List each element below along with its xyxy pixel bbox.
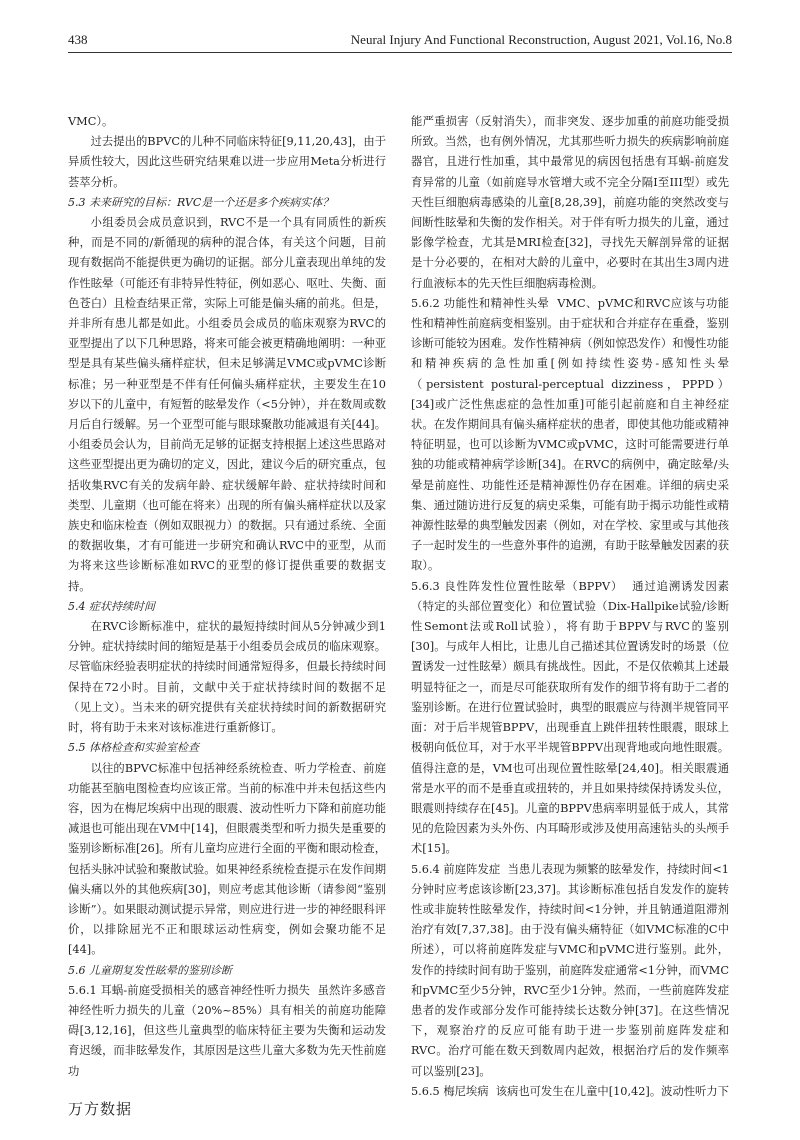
right-column: [411, 112, 729, 1102]
paragraph-text: 虽然许多感音神经性听力损失的儿童（20%~85%）具有相关的前庭功能障碍[3,12,16]，但这些儿童典型的临床特征主要为失衡和运动发育迟缓，而非眩晕发作，其原因是这些儿童大多数为先天性前庭功: [68, 983, 386, 1078]
section-heading-5-3: 5.3 未来研究的目标：RVC是一个还是多个疾病实体？: [68, 195, 334, 209]
running-header: [68, 30, 732, 53]
section-heading-5-5: 5.5 体格检查和实验室检查: [68, 741, 199, 755]
subsection-heading-5-6-4: 5.6.4 前庭阵发症: [411, 862, 501, 876]
paragraph-text: VMC、pVMC和RVC应该与功能性和精神性前庭病变相鉴别。由于症状和合并症存在重叠，鉴别诊断可能较为困难。发作性精神病（例如惊恐发作）和慢性功能和精神疾病的急性加重[例如持续性姿势-感知性头晕（persistent postural-perceptual dizziness，PPPD）[34]或广泛性焦虑症的急性加重]可能引起前庭和自主神经症状。在发作期间具有偏头痛样症状的患者，即使其他功能或精神特征明显，也可以诊断为VMC或pVMC，这时可能需要进行单独的功能或精神病学诊断[34]。在RVC的病例中，确定眩晕/头晕是前庭性、功能性还是精神源性仍存在困难。详细的病史采集、通过随访进行反复的病史采集，可能有助于揭示功能性或精神源性眩晕的典型触发因素（例如，对在学校、家里或与其他孩子一起时发生的一些意外事件的追溯，有助于眩晕触发因素的获取）。: [411, 296, 729, 573]
paragraph: 过去提出的BPVC的儿种不同临床特征[9,11,20,43]，由于异质性较大，因此这些研究结果难以进一步应用Meta分析进行荟萃分析。: [68, 135, 386, 189]
paragraph: 在RVC诊断标准中，症状的最短持续时间从5分钟减少到1分钟。症状持续时间的缩短是基于小组委员会成员的临床观察。尽管临床经验表明症状的持续时间通常短得多，但最长持续时间保持在72小时。目前，文献中关于症状持续时间的数据不足（见上文）。当未来的研究提供有关症状持续时间的新数据研究时，将有助于未来对该标准进行重新修订。: [68, 620, 386, 735]
section-heading-5-6: 5.6 儿童期复发性眩晕的鉴别诊断: [68, 963, 232, 977]
journal-citation: Neural Injury And Functional Reconstruction, August 2021, Vol.16, No.8: [350, 32, 732, 47]
left-column: [68, 112, 386, 1082]
paragraph-text: 该病也可发生在儿童中[10,42]。波动性听力下: [495, 1084, 729, 1098]
subsection-heading-5-6-5: 5.6.5 梅尼埃病: [411, 1084, 489, 1098]
paragraph-text: 当患儿表现为频繁的眩晕发作，持续时间<1分钟时应考虑该诊断[23,37]。其诊断标准包括自发发作的旋转性或非旋转性眩晕发作，持续时间<1分钟，并且钠通道阻滞剂治疗有效[7,37,38]。由于没有偏头痛特征（如VMC标准的C中所述），可以将前庭阵发症与VMC和pVMC进行鉴别。此外，发作的持续时间有助于鉴别，前庭阵发症通常<1分钟，而VMC和pVMC至少5分钟，RVC至少1分钟。然而，一些前庭阵发症患者的发作或部分发作可能持续长达数分钟[37]。在这些情况下，观察治疗的反应可能有助于进一步鉴别前庭阵发症和RVC。治疗可能在数天到数周内起效，根据治疗后的发作频率可以鉴别[23]。: [411, 862, 729, 1078]
page-number: 438: [68, 32, 88, 47]
paragraph-continuation: 能严重损害（反射消失），而非突发、逐步加重的前庭功能受损所致。当然，也有例外情况，尤其那些听力损失的疾病影响前庭器官，且进行性加重，其中最常见的病因包括患有耳蜗-前庭发育异常的儿童（如前庭导水管增大或不完全分隔I至III型）或先天性巨细胞病毒感染的儿童[8,28,39]，前庭功能的突然改变与间断性眩晕和失衡的发作相关。对于伴有听力损失的儿童，通过影像学检查，尤其是MRI检查[32]，寻找先天解剖异常的证据是十分必要的，在相对大龄的儿童中，必要时在其出生3周内进行血液标本的先天性巨细胞病毒检测。: [411, 115, 729, 290]
subsection-heading-5-6-1: 5.6.1 耳蜗-前庭受损相关的感音神经性听力损失: [68, 983, 311, 997]
paragraph: 以往的BPVC标准中包括神经系统检查、听力学检查、前庭功能甚至脑电图检查均应该正常。当前的标准中并未包括这些内容，因为在梅尼埃病中出现的眼震、波动性听力下降和前庭功能减退也可能出现在VM中[14]，但眼震类型和听力损失是重要的鉴别诊断标准[26]。所有儿童均应进行全面的平衡和眼动检查，包括头脉冲试验和聚散试验。如果神经系统检查提示在发作间期偏头痛以外的其他疾病[30]，则应考虑其他诊断（请参阅“鉴别诊断”）。如果眼动测试提示异常，则应进行进一步的神经眼科评价，以排除屈光不正和眼球运动性病变，例如会聚功能不足[44]。: [68, 761, 386, 957]
paragraph-text: 通过追溯诱发因素（特定的头部位置变化）和位置试验（Dix-Hallpike试验/诊断性Semont法或Roll试验），将有助于BPPV与RVC的鉴别[30]。与成年人相比，让患儿自己描述其位置诱发时的场景（位置诱发一过性眩晕）颇具有挑战性。因此，不是仅依赖其上述最明显特征之一，而是尽可能获取所有发作的细节将有助于二者的鉴别诊断。在进行位置试验时，典型的眼震应与待测半规管同平面：对于后半规管BPPV，出现垂直上跳伴扭转性眼震，眼球上极朝向低位耳，对于水平半规管BPPV出现背地或向地性眼震。值得注意的是，VM也可出现位置性眩晕[24,40]。相关眼震通常是水平的而不是垂直或扭转的，并且如果持续保持诱发头位，眼震则持续存在[45]。儿童的BPPV患病率明显低于成人，其常见的危险因素为头外伤、内耳畸形或涉及使用高速钻头的头颅手术[15]。: [411, 579, 729, 856]
paragraph: 小组委员会成员意识到，RVC不是一个具有同质性的新疾种，而是不同的/新循现的病种的混合体，有关这个问题，目前现有数据尚不能提供更为确切的证据。部分儿童表现出单纯的发作性眩晕（可能还有非特异性特征，例如恶心、呕吐、失衡、面色苍白）且检查结果正常，实际上可能是偏头痛的前兆。但是，并非所有患儿都是如此。小组委员会成员的临床观察为RVC的亚型提出了以下几种思路，将来可能会被更精确地阐明：一种亚型是具有某些偏头痛样症状，但未足够满足VMC或pVMC诊断标准；另一种亚型是不伴有任何偏头痛样症状，主要发生在10岁以下的儿童中，有短暂的眩晕发作（<5分钟），并在数周或数月后自行缓解。另一个亚型可能与眼球聚散功能减退有关[44]。小组委员会认为，目前尚无足够的证据支持根据上述这些思路对这些亚型提出更为确切的定义，因此，建议今后的研究重点，包括收集RVC有关的发病年龄、症状缓解年龄、症状持续时间和类型、儿童期（也可能在将来）出现的所有偏头痛样症状以及家族史和临床检查（例如双眼视力）的数据。只有通过系统、全面的数据收集，才有可能进一步研究和确认RVC中的亚型，从而为将来这些诊断标准如RVC的亚型的修订提供重要的数据支持。: [68, 216, 386, 593]
database-watermark: 万方数据: [68, 1100, 133, 1118]
paragraph-continuation: VMC）。: [68, 115, 114, 128]
section-heading-5-4: 5.4 症状持续时间: [68, 599, 155, 613]
subsection-heading-5-6-2: 5.6.2 功能性和精神性头晕: [411, 296, 550, 310]
subsection-heading-5-6-3: 5.6.3 良性阵发性位置性眩晕（BPPV）: [411, 579, 624, 593]
